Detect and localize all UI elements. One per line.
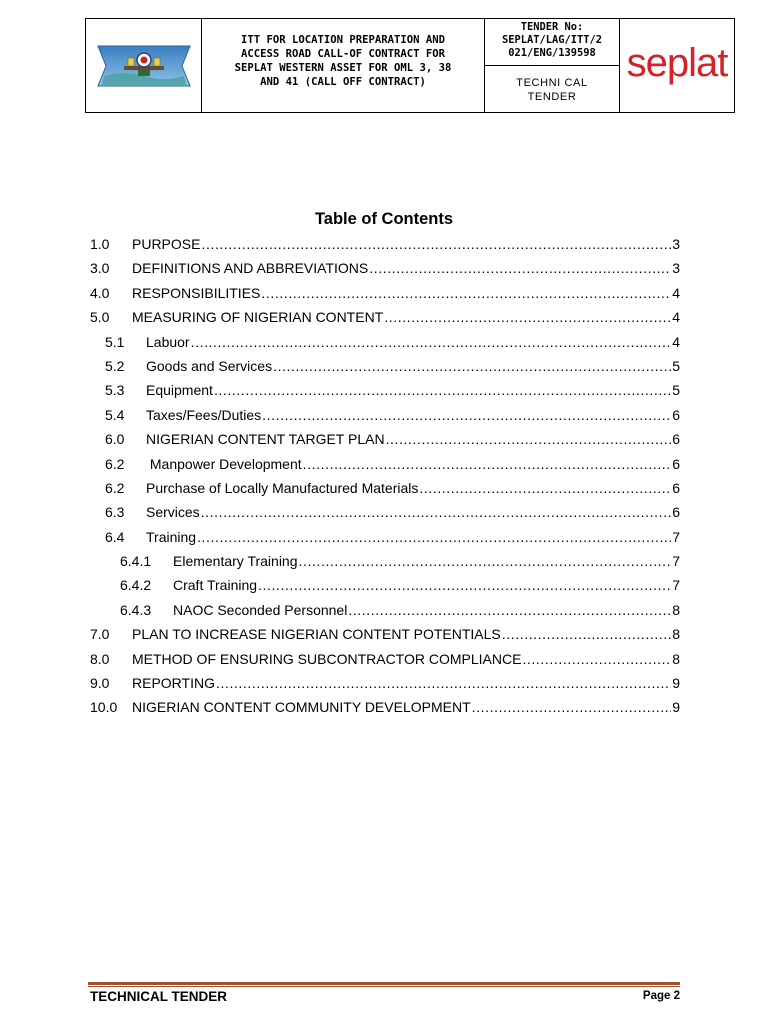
toc-entry[interactable] bbox=[90, 575, 680, 599]
tender-type-line: TENDER bbox=[527, 91, 577, 103]
toc-entry-label: Elementary Training bbox=[173, 553, 298, 570]
toc-entry-number: 6.0 bbox=[105, 431, 125, 448]
toc-dot-leader bbox=[197, 527, 671, 547]
toc-entry-number: 7.0 bbox=[90, 626, 110, 643]
toc-entry-page: 9 bbox=[672, 675, 680, 692]
tender-number-line: SEPLAT/LAG/ITT/2 bbox=[501, 34, 603, 46]
toc-entry-label: Labuor bbox=[146, 333, 190, 350]
toc-entry-page: 5 bbox=[672, 382, 680, 399]
toc-dot-leader bbox=[262, 405, 671, 425]
document-header bbox=[85, 18, 735, 113]
toc-entry-number: 5.4 bbox=[105, 406, 125, 423]
toc-entry-label: Manpower Development bbox=[146, 455, 302, 472]
tender-title-line: ACCESS ROAD CALL-OF CONTRACT FOR bbox=[240, 48, 446, 60]
toc-entry-number: 10.0 bbox=[90, 699, 118, 716]
toc-entry[interactable] bbox=[90, 502, 680, 526]
toc-entry-label: DEFINITIONS AND ABBREVIATIONS bbox=[132, 260, 369, 277]
toc-dot-leader bbox=[522, 649, 671, 669]
toc-entry[interactable] bbox=[90, 332, 680, 356]
toc-dot-leader bbox=[201, 502, 672, 522]
toc-entry-label: NIGERIAN CONTENT TARGET PLAN bbox=[146, 431, 385, 448]
tender-title-cell bbox=[202, 19, 485, 112]
toc-entry-label: Craft Training bbox=[173, 577, 258, 594]
tender-number-line: 021/ENG/139598 bbox=[508, 47, 596, 59]
toc-entry-page: 9 bbox=[672, 699, 680, 716]
toc-entry-page: 6 bbox=[672, 479, 680, 496]
toc-entry-label: NAOC Seconded Personnel bbox=[173, 601, 348, 618]
toc-dot-leader bbox=[261, 283, 671, 303]
toc-entry[interactable] bbox=[90, 380, 680, 404]
seplat-logo-text: seplat bbox=[626, 40, 728, 85]
seplat-logo bbox=[621, 40, 733, 92]
toc-entry-page: 7 bbox=[672, 553, 680, 570]
toc-entry-page: 8 bbox=[672, 601, 680, 618]
toc-dot-leader bbox=[258, 575, 671, 595]
toc-dot-leader bbox=[419, 478, 671, 498]
toc-entry-label: Training bbox=[146, 528, 197, 545]
toc-entry-number: 4.0 bbox=[90, 284, 110, 301]
toc-entry[interactable] bbox=[90, 697, 680, 721]
toc-entry[interactable] bbox=[90, 307, 680, 331]
tender-title bbox=[208, 33, 478, 89]
toc-entry-page: 5 bbox=[672, 357, 680, 374]
toc-entry[interactable] bbox=[90, 429, 680, 453]
company-emblem-cell bbox=[86, 19, 202, 112]
toc-dot-leader bbox=[214, 380, 671, 400]
tender-number-cell bbox=[485, 19, 620, 112]
brand-logo-cell bbox=[620, 19, 734, 112]
tender-number-line: TENDER No: bbox=[520, 21, 584, 33]
toc-entry[interactable] bbox=[90, 624, 680, 648]
toc-dot-leader bbox=[273, 356, 671, 376]
toc-entry-page: 8 bbox=[672, 650, 680, 667]
footer-rule-thin bbox=[88, 986, 680, 987]
toc-entry-page: 6 bbox=[672, 455, 680, 472]
toc-entry-number: 6.4.3 bbox=[120, 601, 152, 618]
toc-dot-leader bbox=[216, 673, 671, 693]
toc-entry-number: 5.3 bbox=[105, 382, 125, 399]
tender-type bbox=[485, 66, 619, 112]
toc-entry[interactable] bbox=[90, 454, 680, 478]
toc-entry-label: Purchase of Locally Manufactured Materials bbox=[146, 479, 419, 496]
toc-entry-label: REPORTING bbox=[132, 675, 215, 692]
toc-entry[interactable] bbox=[90, 649, 680, 673]
toc-entry-number: 1.0 bbox=[90, 236, 110, 252]
toc-entry-number: 5.2 bbox=[105, 357, 125, 374]
tender-title-line: ITT FOR LOCATION PREPARATION AND bbox=[240, 34, 446, 46]
toc-entry-number: 6.2 bbox=[105, 479, 125, 496]
toc-entry-page: 7 bbox=[672, 577, 680, 594]
toc-entry-page: 6 bbox=[672, 406, 680, 423]
toc-entry[interactable] bbox=[90, 478, 680, 502]
tender-type-line: TECHNI CAL bbox=[516, 77, 588, 89]
toc-dot-leader bbox=[386, 429, 672, 449]
toc-dot-leader bbox=[384, 307, 671, 327]
toc-entry[interactable] bbox=[90, 258, 680, 282]
toc-entry[interactable] bbox=[90, 527, 680, 551]
toc-entry-label: Equipment bbox=[146, 382, 213, 399]
toc-entry-label: PURPOSE bbox=[132, 236, 201, 252]
toc-dot-leader bbox=[201, 234, 671, 254]
toc-entry-number: 5.1 bbox=[105, 333, 125, 350]
toc-entry[interactable] bbox=[90, 283, 680, 307]
toc-entry-number: 8.0 bbox=[90, 650, 110, 667]
toc-entry-label: PLAN TO INCREASE NIGERIAN CONTENT POTENTIALS bbox=[132, 626, 501, 643]
toc-entry[interactable] bbox=[90, 551, 680, 575]
toc-entry-page: 6 bbox=[672, 504, 680, 521]
footer-document-type: TECHNICAL TENDER bbox=[90, 989, 228, 1004]
footer-rule bbox=[88, 982, 680, 985]
table-of-contents bbox=[90, 234, 680, 722]
toc-entry-page: 3 bbox=[672, 260, 680, 277]
toc-entry-label: Services bbox=[146, 504, 200, 521]
toc-entry-number: 3.0 bbox=[90, 260, 110, 277]
toc-entry-label: Goods and Services bbox=[146, 357, 273, 374]
toc-entry-number: 6.4 bbox=[105, 528, 125, 545]
toc-entry[interactable] bbox=[90, 405, 680, 429]
company-emblem-icon bbox=[94, 40, 194, 92]
toc-entry[interactable] bbox=[90, 673, 680, 697]
toc-entry[interactable] bbox=[90, 600, 680, 624]
toc-entry-number: 6.2 bbox=[105, 455, 125, 472]
tender-title-line: AND 41 (CALL OFF CONTRACT) bbox=[260, 76, 426, 88]
toc-entry[interactable] bbox=[90, 356, 680, 380]
page-number: Page 2 bbox=[642, 990, 680, 1002]
tender-number bbox=[485, 19, 619, 66]
toc-entry-page: 4 bbox=[672, 309, 680, 326]
toc-entry-label: METHOD OF ENSURING SUBCONTRACTOR COMPLIANCE bbox=[132, 650, 522, 667]
toc-entry-page: 3 bbox=[672, 236, 680, 252]
toc-entry[interactable] bbox=[90, 234, 680, 258]
toc-entry-number: 6.3 bbox=[105, 504, 125, 521]
toc-entry-page: 4 bbox=[672, 333, 680, 350]
toc-entry-page: 8 bbox=[672, 626, 680, 643]
toc-entry-number: 5.0 bbox=[90, 309, 110, 326]
toc-dot-leader bbox=[348, 600, 671, 620]
toc-entry-number: 9.0 bbox=[90, 675, 110, 692]
toc-dot-leader bbox=[369, 258, 671, 278]
toc-dot-leader bbox=[472, 697, 672, 717]
toc-entry-label: MEASURING OF NIGERIAN CONTENT bbox=[132, 309, 384, 326]
toc-entry-page: 6 bbox=[672, 431, 680, 448]
tender-title-line: SEPLAT WESTERN ASSET FOR OML 3, 38 bbox=[234, 62, 452, 74]
toc-dot-leader bbox=[299, 551, 672, 571]
toc-entry-label: NIGERIAN CONTENT COMMUNITY DEVELOPMENT bbox=[132, 699, 471, 716]
toc-entry-number: 6.4.2 bbox=[120, 577, 152, 594]
toc-entry-number: 6.4.1 bbox=[120, 553, 152, 570]
toc-entry-label: Taxes/Fees/Duties bbox=[146, 406, 262, 423]
toc-dot-leader bbox=[303, 454, 672, 474]
toc-entry-page: 7 bbox=[672, 528, 680, 545]
toc-entry-label: RESPONSIBILITIES bbox=[132, 284, 261, 301]
toc-dot-leader bbox=[191, 332, 672, 352]
toc-entry-page: 4 bbox=[672, 284, 680, 301]
toc-title: Table of Contents bbox=[314, 210, 454, 228]
toc-dot-leader bbox=[502, 624, 671, 644]
